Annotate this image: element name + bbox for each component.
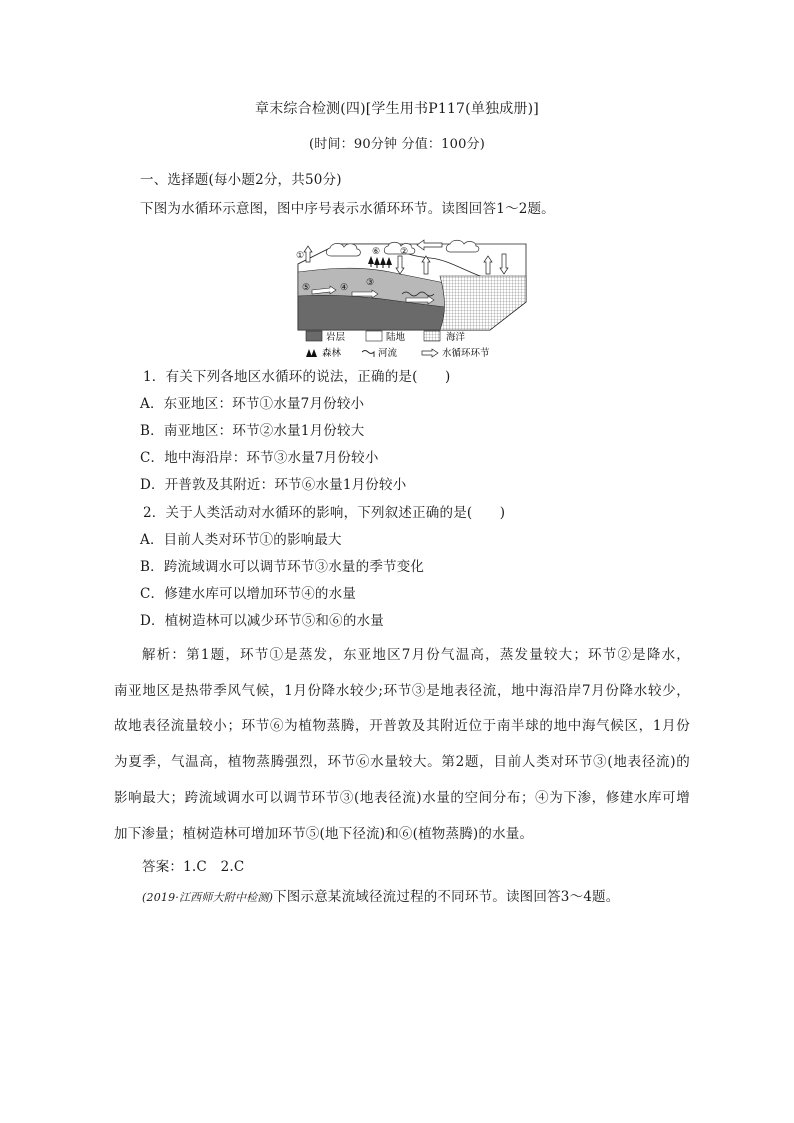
q1-option-d: D．开普敦及其附近：环节⑥水量1月份较小 (140, 477, 407, 493)
label-3: ③ (366, 278, 375, 288)
label-5: ⑤ (302, 283, 311, 293)
analysis-line-1: 解析：第1题，环节①是蒸发，东亚地区7月份气温高，蒸发量较大；环节②是降水， (142, 647, 690, 663)
section-intro: 下图为水循环示意图，图中序号表示水循环环节。读图回答1～2题。 (140, 201, 555, 217)
legend-forest: 森林 (322, 348, 342, 359)
forest-icon (306, 349, 317, 357)
label-4: ④ (340, 283, 349, 293)
label-2: ② (400, 247, 409, 257)
next-intro-text: 下图示意某流域径流过程的不同环节。读图回答3～4题。 (273, 889, 620, 905)
answer-line: 答案：1.C 2.C (142, 859, 245, 875)
analysis-line-6: 加下渗量；植树造林可增加环节⑤(地下径流)和⑥(植物蒸腾)的水量。 (114, 826, 534, 842)
analysis-line-4: 为夏季，气温高，植物蒸腾强烈，环节⑥水量较大。第2题，目前人类对环节③(地表径流)的 (114, 754, 690, 770)
section-heading: 一、选择题(每小题2分，共50分) (140, 172, 342, 188)
label-6: ⑥ (372, 247, 381, 257)
source-note: (2019·江西师大附中检测) (142, 891, 274, 904)
q1-option-a: A．东亚地区：环节①水量7月份较小 (140, 396, 365, 412)
q2-option-c: C．修建水库可以增加环节④的水量 (140, 586, 357, 602)
question-1-stem: 1．有关下列各地区水循环的说法，正确的是( ) (143, 369, 451, 385)
legend-river: 河流 (378, 348, 398, 359)
label-1: ① (296, 251, 305, 261)
question-2-stem: 2．关于人类活动对水循环的影响，下列叙述正确的是( ) (143, 505, 506, 521)
cycle-arrow-icon (422, 349, 438, 357)
q2-option-d: D．植树造林可以减少环节⑤和⑥的水量 (140, 613, 384, 629)
next-intro (142, 887, 619, 908)
q2-option-b: B．跨流域调水可以调节环节③水量的季节变化 (140, 559, 425, 575)
analysis-line-2: 南亚地区是热带季风气候，1月份降水较少;环节③是地表径流，地中海沿岸7月份降水较少， (114, 683, 690, 699)
page-title: 章末综合检测(四)[学生用书P117(单独成册)] (255, 101, 539, 117)
legend-ocean: 海洋 (446, 332, 466, 343)
river-icon (362, 351, 374, 358)
exam-meta: (时间：90分钟 分值：100分) (308, 137, 486, 152)
analysis-line-3: 故地表径流量较小；环节⑥为植物蒸腾，开普敦及其附近位于南半球的地中海气候区，1月份 (114, 718, 690, 734)
q1-option-c: C．地中海沿岸：环节③水量7月份较小 (140, 450, 379, 466)
q1-option-b: B．南亚地区：环节②水量1月份较大 (140, 423, 365, 439)
analysis-line-5: 影响最大；跨流域调水可以调节环节③(地表径流)水量的空间分布；④为下渗，修建水库可增 (114, 790, 690, 806)
legend-cycle: 水循环环节 (442, 348, 490, 359)
legend-land: 陆地 (386, 332, 406, 343)
diagram-legend (300, 328, 520, 362)
legend-rock: 岩层 (326, 332, 346, 343)
q2-option-a: A．目前人类对环节①的影响最大 (140, 532, 342, 548)
